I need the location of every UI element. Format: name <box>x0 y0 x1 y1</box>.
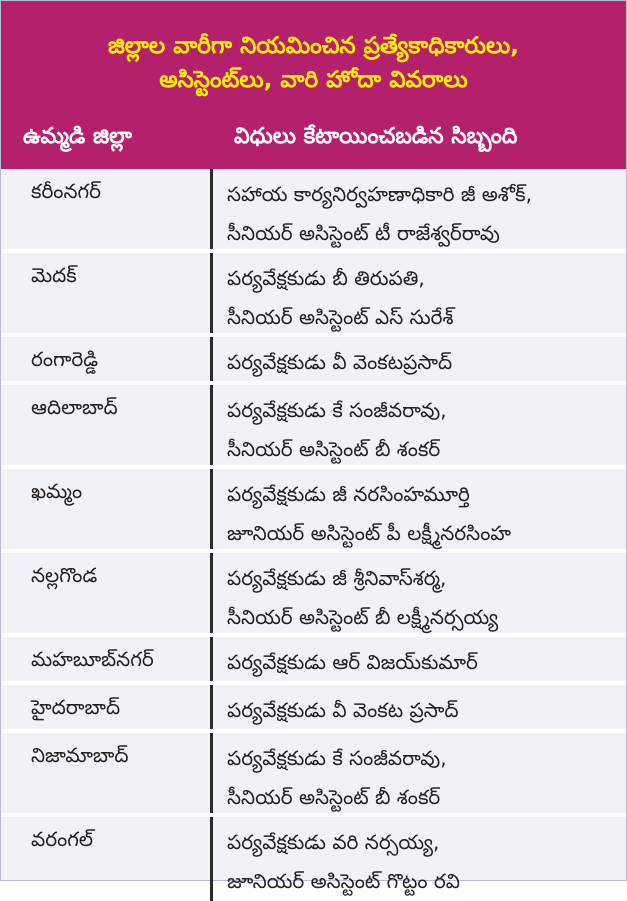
title-line-1: జిల్లాల వారీగా నియమించిన ప్రత్యేకాధికారులు, <box>107 33 520 59</box>
table-title <box>1 29 626 97</box>
staff-line: పర్యవేక్షకుడు జీ శ్రీనివాస్‌శర్మ, <box>227 566 447 590</box>
staff-cell <box>213 385 626 465</box>
staff-line: సీనియర్ అసిస్టెంట్ టీ రాజేశ్వర్‌రావు <box>227 221 500 245</box>
district-cell: వరంగల్ <box>1 817 213 901</box>
district-cell: మహబూబ్‌నగర్ <box>1 637 213 681</box>
table-row <box>1 169 626 253</box>
table-row <box>1 337 626 385</box>
table-row <box>1 469 626 553</box>
column-header-district: ఉమ్మడి జిల్లా <box>23 124 133 149</box>
staff-line: పర్యవేక్షకుడు వీ వెంకట ప్రసాద్ <box>227 698 459 722</box>
staff-cell <box>213 337 626 381</box>
staff-cell <box>213 253 626 333</box>
staff-line: పర్యవేక్షకుడు వరి నర్సయ్య, <box>227 830 440 854</box>
district-cell: ఖమ్మం <box>1 469 213 549</box>
table-row <box>1 385 626 469</box>
district-cell: రంగారెడ్డి <box>1 337 213 381</box>
staff-cell <box>213 469 626 549</box>
column-header-staff: విధులు కేటాయించబడిన సిబ్బంది <box>234 124 518 149</box>
title-line-2: అసిస్టెంట్‌లు, వారి హోదా వివరాలు <box>159 67 468 93</box>
staff-line: పర్యవేక్షకుడు ఆర్ విజయ్‌కుమార్ <box>227 650 478 674</box>
table-row <box>1 733 626 817</box>
district-cell: మెదక్ <box>1 253 213 333</box>
staff-line: పర్యవేక్షకుడు బీ తిరుపతి, <box>227 266 425 290</box>
table-row <box>1 553 626 637</box>
staff-line: పర్యవేక్షకుడు కే సంజీవరావు, <box>227 746 447 770</box>
staff-line: పర్యవేక్షకుడు వీ వెంకటప్రసాద్ <box>227 350 453 374</box>
district-cell: కరీంనగర్ <box>1 169 213 249</box>
table-row <box>1 817 626 901</box>
column-headers <box>1 119 626 159</box>
staff-line: సీనియర్ అసిస్టెంట్ ఎస్ సురేశ్ <box>227 305 454 329</box>
table-row <box>1 637 626 685</box>
table-header <box>1 1 626 169</box>
district-cell: నిజామాబాద్ <box>1 733 213 813</box>
staff-cell <box>213 685 626 729</box>
staff-line: జూనియర్ అసిస్టెంట్ గొట్టం రవి <box>227 869 460 893</box>
staff-line: సీనియర్ అసిస్టెంట్ బీ శంకర్ <box>227 437 441 461</box>
district-cell: ఆదిలాబాద్ <box>1 385 213 465</box>
district-cell: నల్లగొండ <box>1 553 213 633</box>
district-cell: హైదరాబాద్ <box>1 685 213 729</box>
staff-line: సహాయ కార్యనిర్వహణాధికారి జీ అశోక్, <box>227 182 532 206</box>
table-body <box>1 169 626 901</box>
staff-cell <box>213 553 626 633</box>
staff-cell <box>213 817 626 901</box>
staff-line: పర్యవేక్షకుడు జీ నరసింహమూర్తి <box>227 482 470 506</box>
staff-line: పర్యవేక్షకుడు కే సంజీవరావు, <box>227 398 447 422</box>
staff-cell <box>213 169 626 249</box>
staff-line: సీనియర్ అసిస్టెంట్ బీ లక్ష్మీనర్సయ్య <box>227 605 499 629</box>
table-row <box>1 253 626 337</box>
table-row <box>1 685 626 733</box>
staff-line: జూనియర్ అసిస్టెంట్ పీ లక్ష్మీనరసింహ <box>227 521 511 545</box>
staff-line: సీనియర్ అసిస్టెంట్ బీ శంకర్ <box>227 785 441 809</box>
staff-cell <box>213 637 626 681</box>
staff-cell <box>213 733 626 813</box>
